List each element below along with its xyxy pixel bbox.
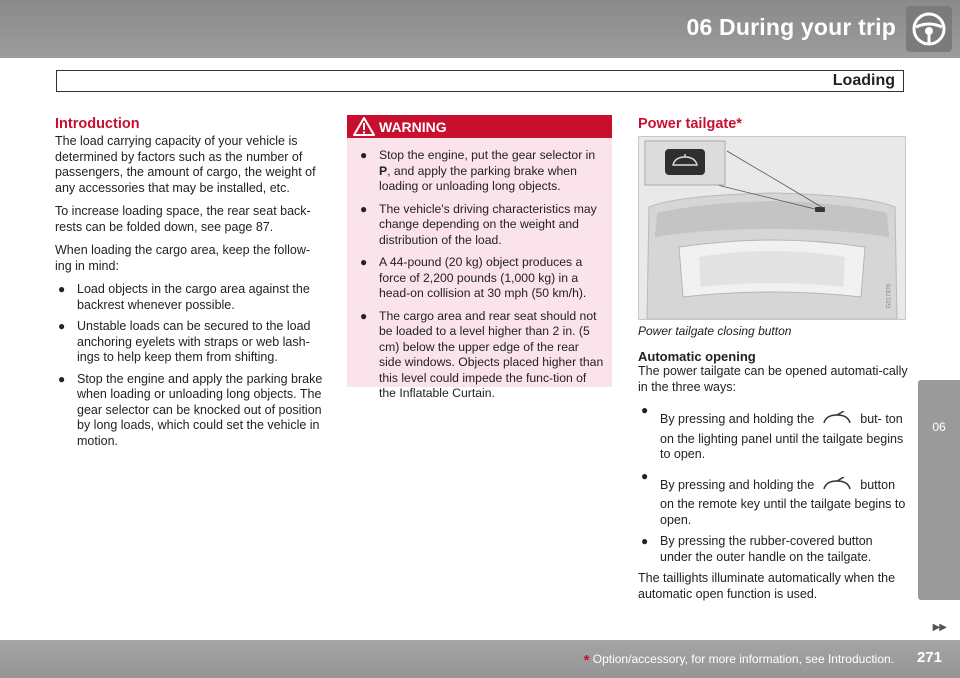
power-tailgate-section — [638, 116, 908, 134]
warning-box — [347, 115, 612, 400]
closing-paragraph: The taillights illuminate automatically when the automatic open function is used. — [638, 571, 896, 601]
intro-paragraph-1: The load carrying capacity of your vehicle is determined by factors such as the number of passengers, the amount of cargo, the weight of any accessories that may be installed, etc. — [55, 134, 316, 195]
introduction-section — [55, 116, 325, 455]
footnote — [584, 652, 894, 669]
warning-title: WARNING — [379, 119, 447, 135]
tailgate-illustration — [639, 137, 905, 319]
list-item: ● Unstable loads can be secured to the load anchoring eyelets with straps or web lash-ings to help keep them from shifting. — [58, 319, 311, 364]
list-item: ● The cargo area and rear seat should not be loaded to a level higher than 2 in. (5 cm) below the upper edge of the rear side windows. Objects placed higher than this level could impede the func-tion of the Inflatable Curtain. — [360, 308, 604, 400]
tailgate-button-icon — [822, 477, 852, 498]
list-item: ● Stop the engine, put the gear selector in P, and apply the parking brake when loading or unloading long objects. — [360, 148, 596, 193]
warning-list — [347, 148, 612, 402]
bullet-icon: ● — [58, 319, 66, 333]
bullet-icon: ● — [360, 148, 368, 162]
list-item: ● By pressing and holding the but- ton on the lighting panel until the tailgate begins to open. — [641, 403, 904, 461]
tailgate-button-icon — [822, 411, 852, 432]
automatic-opening-heading: Automatic opening — [638, 349, 756, 364]
bullet-icon: ● — [641, 403, 649, 417]
intro-paragraph-2: To increase loading space, the rear seat back-rests can be folded down, see page 87. — [55, 204, 311, 234]
list-item: ● Stop the engine and apply the parking brake when loading or unloading long objects. The gear selector can be knocked out of position by long loads, which could set the vehicle in motion. — [58, 371, 323, 448]
opening-methods-list — [638, 403, 908, 565]
intro-paragraph-3: When loading the cargo area, keep the follow-ing in mind: — [55, 243, 311, 273]
bullet-icon: ● — [360, 255, 368, 269]
next-page-arrows-icon: ▶▶ — [932, 622, 946, 633]
footnote-text: Option/accessory, for more information, see Introduction. — [592, 652, 894, 666]
warning-triangle-icon — [353, 117, 375, 136]
page-number: 271 — [916, 649, 942, 666]
bullet-icon: ● — [58, 282, 66, 296]
power-tailgate-heading: Power tailgate* — [638, 116, 742, 132]
introduction-heading: Introduction — [55, 116, 140, 132]
footer-band — [0, 640, 960, 678]
bullet-icon: ● — [58, 371, 66, 386]
list-item: ● By pressing the rubber-covered button under the outer handle on the tailgate. — [641, 534, 873, 564]
bullet-icon: ● — [360, 308, 368, 323]
list-item: ● Load objects in the cargo area against the backrest whenever possible. — [58, 282, 310, 312]
footnote-star: * — [583, 652, 590, 669]
section-title: Loading — [832, 72, 895, 89]
steering-wheel-icon — [906, 6, 952, 52]
bullet-icon: ● — [360, 201, 368, 216]
warning-header — [347, 115, 612, 138]
list-item: ● A 44-pound (20 kg) object produces a force of 2,200 pounds (1,000 kg) in a head-on collision at 30 mph (50 km/h). — [360, 255, 587, 300]
side-tab-label: 06 — [932, 420, 946, 434]
section-bar — [56, 70, 904, 92]
list-item: ● The vehicle's driving characteristics may change depending on the weight and distribution of the load. — [360, 201, 597, 247]
automatic-opening-section — [638, 349, 908, 610]
automatic-opening-intro: The power tailgate can be opened automati-cally in the three ways: — [638, 364, 908, 394]
bullet-icon: ● — [641, 468, 649, 483]
list-item: ● By pressing and holding the button on the remote key until the tailgate begins to open. — [641, 468, 906, 527]
chapter-side-tab — [918, 380, 960, 600]
header-band — [0, 0, 960, 58]
intro-bullet-list — [55, 282, 325, 449]
figure-caption: Power tailgate closing button — [638, 324, 792, 338]
chapter-title: 06 During your trip — [686, 14, 896, 40]
bullet-icon: ● — [641, 534, 649, 548]
figure-code: G017876 — [886, 283, 893, 309]
tailgate-figure — [638, 136, 906, 320]
